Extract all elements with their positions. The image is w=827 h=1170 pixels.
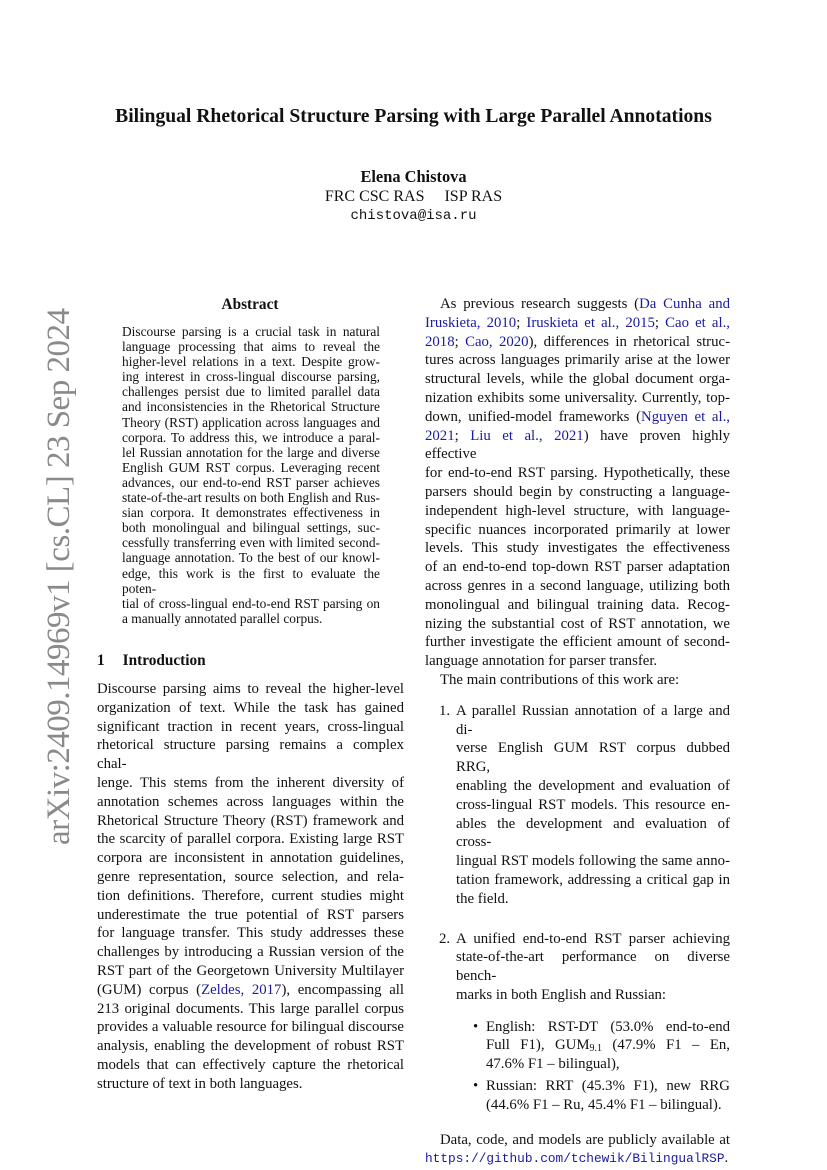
text-line: and inconsistencies in the Rhetorical Structure — [122, 399, 380, 415]
list-marker: 1. — [439, 702, 451, 719]
text-line: language annotation. To the best of our knowl- — [122, 550, 380, 566]
text-line: both monolingual and bilingual settings, suc- — [122, 520, 380, 536]
text-line: ables the development and evaluation of cross- — [456, 815, 730, 851]
text-line: sian corpora. It demonstrates effectiveness in — [122, 505, 380, 521]
text-line: parsers should begin by constructing a language- — [425, 483, 730, 500]
list-marker: 2. — [439, 930, 451, 947]
text-line: provides a valuable resource for bilingual discourse — [97, 1019, 404, 1036]
text-line: As previous research suggests (Da Cunha and — [440, 296, 731, 312]
author-name: Elena Chistova — [360, 167, 467, 186]
text-line: structure of text in both languages. — [97, 1075, 303, 1092]
section-title: Introduction — [122, 652, 206, 669]
text-line: corpora. To address this, we introduce a paral- — [122, 429, 380, 445]
citation-link[interactable]: Cao, 2020 — [465, 333, 529, 350]
bullet-item — [473, 1018, 730, 1074]
subscript: 9.1 — [589, 1043, 602, 1055]
text-line: rhetorical structure parsing remains a complex chal- — [97, 737, 404, 773]
availability-text: Data, code, and models are publicly available at — [440, 1131, 730, 1148]
text-line: challenges by introducing a Russian version of the — [97, 944, 404, 961]
text-line: structural levels, while the global document orga- — [425, 371, 730, 388]
text-line: the field. — [456, 890, 509, 907]
text-line: lenge. This stems from the inherent diversity of — [97, 774, 404, 791]
bullet-icon: • — [473, 1018, 479, 1035]
text-line: lingual RST models following the same anno- — [456, 853, 730, 870]
text-line: cessfully transferring even with limited second- — [122, 535, 380, 551]
text-line: specific nuances incorporated primarily at lower — [425, 521, 730, 538]
abstract-heading: Abstract — [221, 296, 279, 313]
section-number: 1 — [97, 652, 105, 669]
repository-link[interactable]: https://github.com/tchewik/BilingualRSP — [425, 1151, 725, 1167]
text-line: verse English GUM RST corpus dubbed RRG, — [456, 740, 730, 776]
text-line: English: RST-DT (53.0% end-to-end — [486, 1018, 730, 1035]
author-affiliations — [0, 187, 827, 206]
text-line: levels. This study investigates the effectiveness — [425, 540, 730, 557]
text-line: for language transfer. This study addresses these — [97, 925, 404, 942]
availability-statement — [425, 1131, 730, 1170]
text-line: analysis, enabling the development of robust RST — [97, 1038, 404, 1055]
citation-link[interactable]: Iruskieta et al., 2015 — [526, 314, 655, 331]
bullet-text — [486, 1018, 730, 1074]
punctuation: . — [724, 1150, 729, 1167]
citation-link[interactable]: Liu et al., 2021 — [470, 427, 584, 444]
text-line: cross-lingual RST models. This resource en- — [456, 796, 730, 813]
text-line: organization of text. While the task has gained — [97, 699, 404, 716]
text-line: advances, our end-to-end RST parser achieves — [122, 474, 380, 490]
text-line: Russian: RRT (45.3% F1), new RRG — [486, 1078, 730, 1095]
text-line: ing interest in cross-lingual discourse parsing, — [122, 369, 380, 385]
author-email: chistova@isa.ru — [350, 208, 477, 224]
list-item-text — [456, 930, 730, 1005]
text-line: tation framework, addressing a critical gap in — [456, 871, 730, 888]
text-line: marks in both English and Russian: — [456, 986, 667, 1003]
contribution-item — [439, 702, 730, 909]
bullet-text — [486, 1077, 730, 1115]
text-line: RST part of the Georgetown University Multilayer — [97, 962, 404, 979]
text-line: A parallel Russian annotation of a large and di- — [456, 702, 730, 738]
text-line: Iruskieta, 2010; Iruskieta et al., 2015; Cao et al., — [425, 314, 730, 331]
citation-link[interactable]: Nguyen et al., — [641, 408, 730, 425]
text-line: genre representation, source selection, and rela- — [97, 868, 404, 885]
text-line: tial of cross-lingual end-to-end RST parsing on — [122, 595, 380, 611]
text-line: Theory (RST) application across languages and — [122, 414, 380, 430]
contribution-item — [439, 930, 730, 1005]
affiliation: FRC CSC RAS — [324, 188, 425, 205]
section-heading-introduction — [97, 651, 206, 670]
text-line: 2018; Cao, 2020), differences in rhetorical struc- — [425, 333, 731, 350]
text-line: of an end-to-end top-down RST parser adaptation — [425, 559, 730, 576]
text-line: Discourse parsing is a crucial task in natural — [122, 324, 380, 339]
text-line: A unified end-to-end RST parser achieving — [456, 930, 730, 947]
text-line: language processing that aims to reveal the — [122, 339, 380, 355]
text-line: The main contributions of this work are: — [440, 671, 680, 688]
text-line: 213 original documents. This large parallel corpus — [97, 1000, 404, 1017]
text-line: tures across languages primarily arise at the lower — [425, 352, 730, 369]
citation-link[interactable]: Zeldes, 2017 — [201, 981, 282, 998]
text-line: across genres in a second language, utilizing both — [425, 577, 730, 594]
text-line: independent high-level structure, with language- — [425, 502, 730, 519]
list-item-text — [456, 702, 730, 909]
text-line: language annotation for parser transfer. — [425, 653, 658, 670]
text-line: nizing the substantial cost of RST annotation, we — [425, 615, 730, 632]
citation-link[interactable]: 2018 — [425, 333, 455, 350]
bullet-icon: • — [473, 1078, 479, 1095]
text-line: a manually annotated parallel corpus. — [122, 610, 323, 626]
text-line: challenges persist due to limited parallel data — [122, 384, 380, 400]
paragraph — [425, 295, 730, 671]
citation-link[interactable]: Da Cunha and — [639, 296, 731, 312]
text-line: (44.6% F1 – Ru, 45.4% F1 – bilingual). — [486, 1096, 722, 1113]
text-line: underestimate the true potential of RST parsers — [97, 906, 404, 923]
citation-link[interactable]: Cao et al., — [665, 314, 730, 331]
right-column-text — [425, 295, 730, 1169]
text-line: higher-level relations in a text. Despite grow- — [122, 354, 380, 370]
text-line: 2021; Liu et al., 2021) have proven highly effective — [425, 427, 731, 463]
text-line: nization exhibits some universality. Currently, top- — [425, 389, 730, 406]
text-line: annotation schemes across languages within the — [97, 793, 404, 810]
bullet-item — [473, 1077, 730, 1115]
affiliation: ISP RAS — [444, 188, 503, 205]
text-line: enabling the development and evaluation of — [456, 777, 730, 794]
abstract-body — [122, 324, 380, 626]
text-line: edge, this work is the first to evaluate the poten- — [122, 565, 380, 596]
text-line: the scarcity of parallel corpora. Existing large RST — [97, 831, 404, 848]
text-line: further investigate the efficient amount of second- — [425, 634, 730, 651]
text-line: state-of-the-art results on both English and Rus- — [122, 490, 380, 506]
paragraph — [425, 671, 730, 690]
paper-title: Bilingual Rhetorical Structure Parsing with Large Parallel Annotations — [115, 106, 712, 127]
text-line: Full F1), $GUM_{9.1}$ (47.9% F1 – En, — [486, 1037, 730, 1055]
text-line: tion definitions. Therefore, current studies might — [97, 887, 404, 904]
text-line: significant traction in recent years, cross-lingual — [97, 718, 404, 735]
text-line: (GUM) corpus (Zeldes, 2017), encompassing all — [97, 981, 404, 998]
introduction-body — [97, 680, 404, 1094]
text-line: monolingual and bilingual training data. Recog- — [425, 596, 730, 613]
availability-url-line — [425, 1149, 730, 1169]
text-line: Rhetorical Structure Theory (RST) framework and — [97, 812, 404, 829]
citation-link[interactable]: Iruskieta, 2010 — [425, 314, 517, 331]
arxiv-stamp: arXiv:2409.14969v1 [cs.CL] 23 Sep 2024 — [41, 308, 77, 845]
text-line: state-of-the-art performance on diverse bench- — [456, 949, 730, 985]
text-line: English GUM RST corpus. Leveraging recent — [122, 459, 380, 475]
text-line: Discourse parsing aims to reveal the higher-level — [97, 681, 404, 697]
text-line: 47.6% F1 – bilingual), — [486, 1056, 620, 1073]
text-line: lel Russian annotation for the large and diverse — [122, 444, 380, 460]
text-line: for end-to-end RST parsing. Hypothetically, these — [425, 465, 730, 482]
text-line: corpora are inconsistent in annotation guidelines, — [97, 850, 404, 867]
text-line: down, unified-model frameworks (Nguyen et al., — [425, 408, 730, 425]
citation-link[interactable]: 2021 — [425, 427, 455, 444]
text-line: models that can effectively capture the rhetorical — [97, 1056, 404, 1073]
